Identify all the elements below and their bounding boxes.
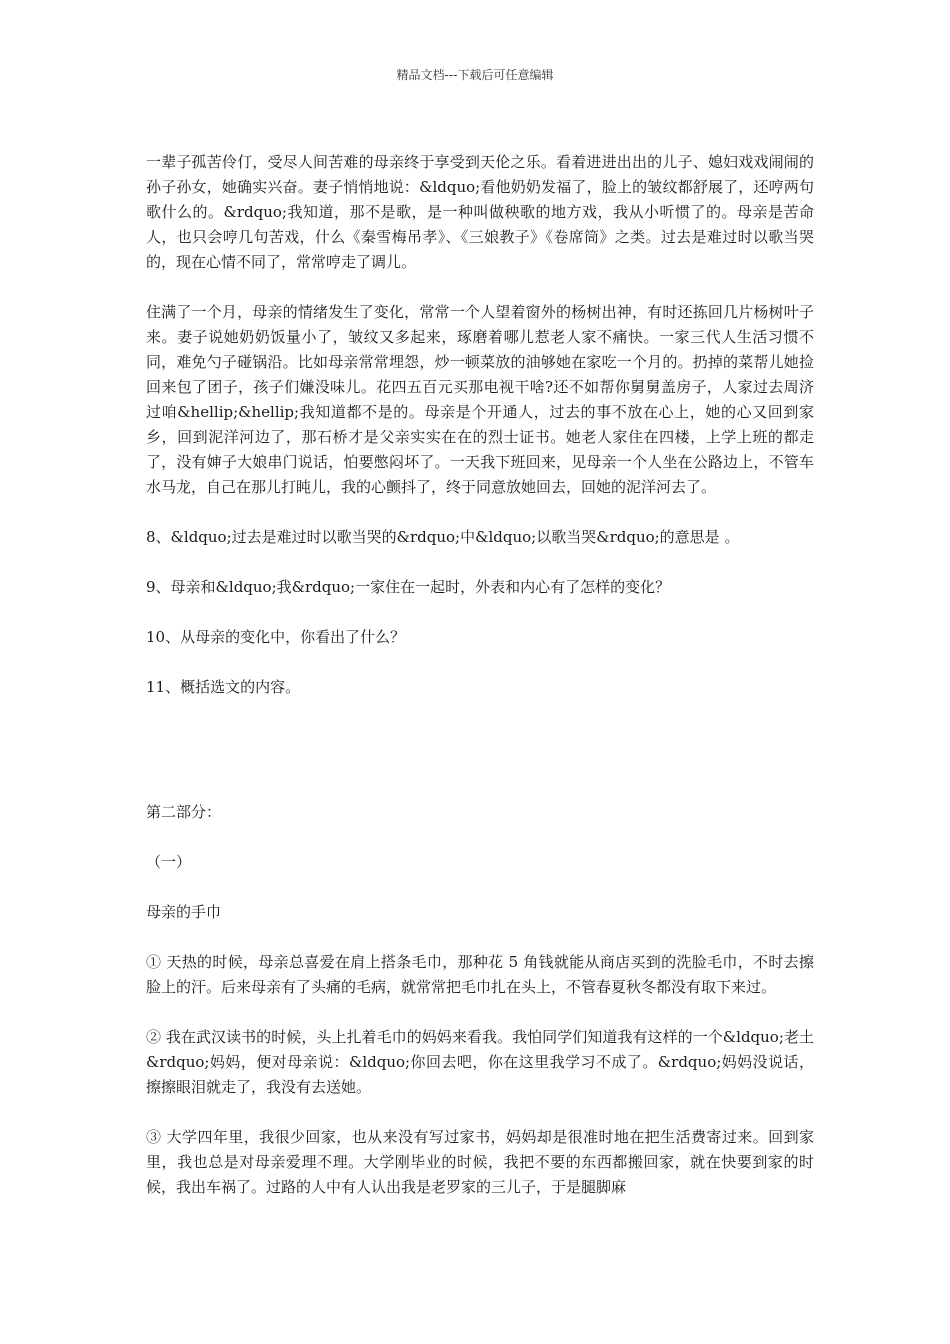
- question-9: 9、母亲和&ldquo;我&rdquo;一家住在一起时，外表和内心有了怎样的变化？: [146, 578, 671, 596]
- article-title: 母亲的手巾: [146, 903, 222, 921]
- question-8: 8、&ldquo;过去是难过时以歌当哭的&rdquo;中&ldquo;以歌当哭&rdquo;的意思是 。: [146, 528, 740, 546]
- question-10: 10、从母亲的变化中，你看出了什么？: [146, 628, 406, 646]
- body-paragraph: 住满了一个月，母亲的情绪发生了变化，常常一个人望着窗外的杨树出神，有时还拣回几片杨树叶子来。妻子说她奶奶饭量小了，皱纹又多起来，琢磨着哪儿惹老人家不痛快。一家三代人生活习惯不同，难免勺子碰锅沿。比如母亲常常埋怨，炒一顿菜放的油够她在家吃一个月的。扔掉的菜帮儿她捡回来包了团子，孩子们嫌没味儿。花四五百元买那电视干啥?还不如帮你舅舅盖房子，人家过去周济过咱&hellip;&hellip;我知道都不是的。母亲是个开通人，过去的事不放在心上，她的心又回到家乡，回到泥洋河边了，那石桥才是父亲实实在在的烈士证书。她老人家住在四楼，上学上班的都走了，没有婶子大娘串门说话，怕要憋闷坏了。一天我下班回来，见母亲一个人坐在公路边上，不管车水马龙，自己在那儿打盹儿，我的心颤抖了，终于同意放她回去，回她的泥洋河去了。: [146, 303, 814, 496]
- section-subheading: （一）: [146, 853, 192, 871]
- article-paragraph-1: ① 天热的时候，母亲总喜爱在肩上搭条毛巾，那种花 5 角钱就能从商店买到的洗脸毛巾，不时去擦脸上的汗。后来母亲有了头痛的毛病，就常常把毛巾扎在头上，不管春夏秋冬都没有取下来过。: [146, 953, 814, 996]
- article-paragraph-3: ③ 大学四年里，我很少回家，也从来没有写过家书，妈妈却是很准时地在把生活费寄过来。回到家里，我也总是对母亲爱理不理。大学刚毕业的时候，我把不要的东西都搬回家，就在快要到家的时候，我出车祸了。过路的人中有人认出我是老罗家的三儿子，于是腿脚麻: [146, 1128, 814, 1196]
- question-11: 11、概括选文的内容。: [146, 678, 301, 696]
- section-spacer: [146, 725, 814, 800]
- article-paragraph-2: ② 我在武汉读书的时候，头上扎着毛巾的妈妈来看我。我怕同学们知道我有这样的一个&ldquo;老土&rdquo;妈妈，便对母亲说：&ldquo;你回去吧，你在这里我学习不成了。&rdquo;妈妈没说话，擦擦眼泪就走了，我没有去送她。: [146, 1028, 814, 1096]
- section-heading: 第二部分：: [146, 803, 222, 821]
- body-paragraph: 一辈子孤苦伶仃，受尽人间苦难的母亲终于享受到天伦之乐。看着进进出出的儿子、媳妇戏戏闹闹的孙子孙女，她确实兴奋。妻子悄悄地说：&ldquo;看他奶奶发福了，脸上的皱纹都舒展了，还哼两句歌什么的。&rdquo;我知道，那不是歌，是一种叫做秧歌的地方戏，我从小听惯了的。母亲是苦命人，也只会哼几句苦戏，什么《秦雪梅吊孝》、《三娘教子》《卷席筒》之类。过去是难过时以歌当哭的，现在心情不同了，常常哼走了调儿。: [146, 153, 814, 271]
- document-body: [146, 150, 814, 1225]
- page-header: 精品文档---下载后可任意编辑: [396, 68, 554, 82]
